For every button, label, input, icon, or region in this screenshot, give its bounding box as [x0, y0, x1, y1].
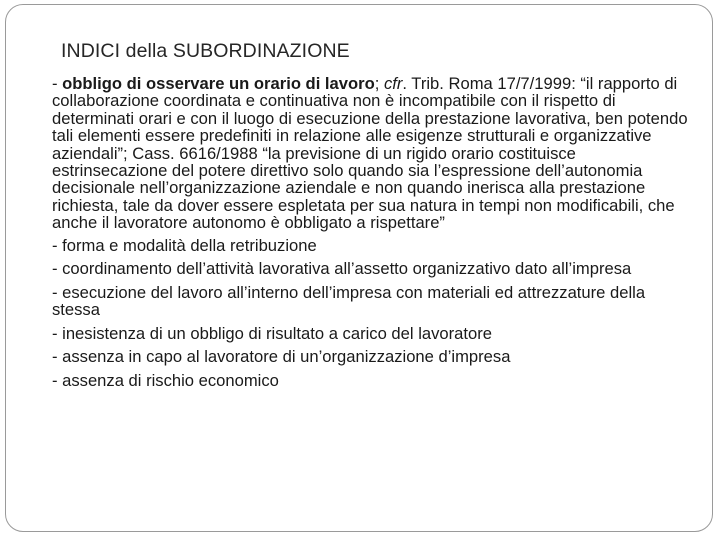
list-item: - coordinamento dell’attività lavorativa all’assetto organizzativo dato all’impresa	[52, 259, 632, 279]
item-separator: ;	[374, 74, 384, 93]
list-item: - assenza di rischio economico	[52, 371, 279, 391]
list-item: - esecuzione del lavoro all’interno dell’impresa con materiali ed attrezzature della stessa	[52, 282, 646, 320]
slide-content	[52, 75, 692, 396]
list-item: - forma e modalità della retribuzione	[52, 235, 317, 255]
list-item: - assenza in capo al lavoratore di un’organizzazione d’impresa	[52, 347, 511, 367]
item-cfr: cfr	[383, 74, 403, 93]
item-citation-text: . Trib. Roma 17/7/1999: “il rapporto di collaborazione coordinata e continuativa non è incompatibile con il rispetto di determinati orari e con il luogo di esecuzione della prestazione lavorativa, ben potendo tali elementi essere predefiniti in relazione alle esigenze strutturali e organizzative aziendali”; Cass. 6616/1988 “la previsione di un rigido orario costituisce estrinsecazione del potere direttivo solo quando sia l’espressione dell’autonomia decisionale nell’organizzazione aziendale e non quando inerisca alla prestazione richiesta, tale da dover essere espletata per sua natura in tempi non modificabili, che anche il lavoratore autonomo è obbligato a rispettare”	[52, 74, 688, 233]
list-item: - inesistenza di un obbligo di risultato a carico del lavoratore	[52, 323, 492, 343]
slide-title: INDICI della SUBORDINAZIONE	[61, 40, 350, 62]
item-bold-heading: obbligo di osservare un orario di lavoro	[62, 74, 375, 93]
item-dash: -	[52, 74, 63, 93]
list-item-orario	[52, 75, 692, 232]
